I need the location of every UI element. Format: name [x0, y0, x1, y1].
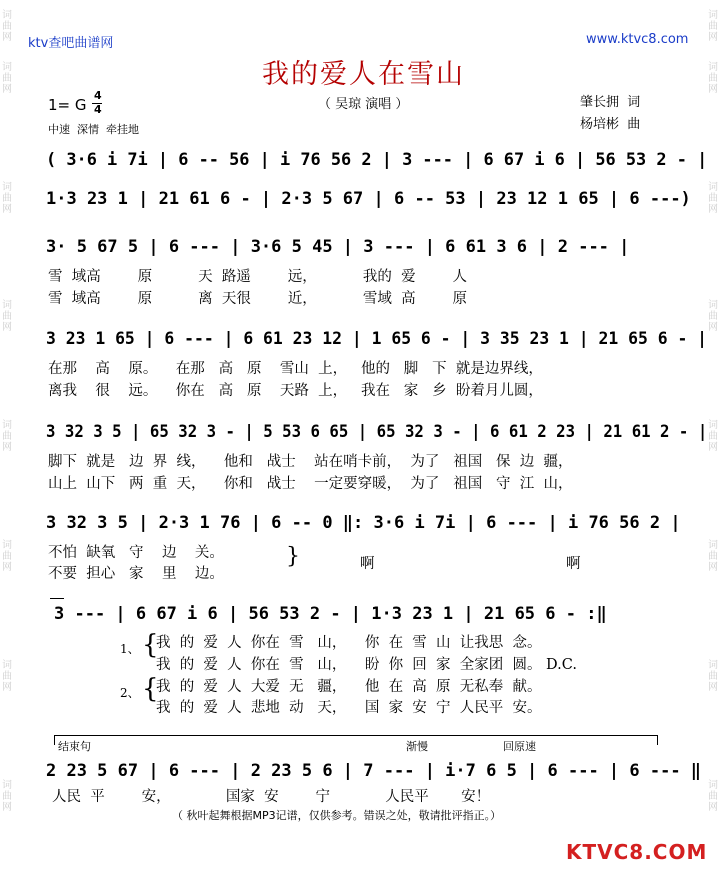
watermark-right-8: 词 曲 网 [708, 780, 718, 813]
lyrics-line-5-verse-b: 山上 山下 两 重 天， 你和 战士 一定要穿暖， 为了 祖国 守 江 山， [48, 476, 573, 492]
lyrics-line-7-1: 我 的 爱 人 你在 雪 山， 你 在 雪 山 让我思 念。 [156, 635, 542, 651]
score-line-1: ( 3·6 i 7i | 6 -- 56 | i 76 56 2 | 3 --- | 6 67 i 6 | 56 53 2 - | [46, 150, 708, 170]
watermark-right-6: 词 曲 网 [708, 540, 718, 573]
score-line-4: 3 23 1 65 | 6 --- | 6 61 23 12 | 1 65 6 - | 3 35 23 1 | 21 65 6 - | [46, 329, 708, 349]
watermark-right-3: 词 曲 网 [708, 182, 718, 215]
ah-lyric-2: 啊 [566, 556, 581, 572]
lyrics-line-5-verse-a: 脚下 就是 边 界 线， 他和 战士 站在哨卡前， 为了 祖国 保 边 疆， [48, 454, 573, 470]
original-tempo-label: 回原速 [503, 740, 536, 753]
score-line-8: 2 23 5 67 | 6 --- | 2 23 5 6 | 7 --- | i·7 6 5 | 6 --- | 6 --- ‖ [46, 761, 702, 781]
footer-note: （ 秋叶起舞根据MP3记谱，仅供参考。错误之处，敬请批评指正。） [172, 809, 502, 822]
watermark-left-7: 词 曲 网 [2, 660, 12, 693]
watermark-left-8: 词 曲 网 [2, 780, 12, 813]
site-url-link[interactable]: www.ktvc8.com [586, 32, 689, 47]
verse-2-mark: 2、 [120, 686, 140, 700]
lyrics-line-7-2: 我 的 爱 人 你在 雪 山， 盼 你 回 家 全家团 圆。 D.C. [156, 657, 577, 673]
watermark-right-1: 词 曲 网 [708, 10, 718, 43]
score-line-5: 3 32 3 5 | 65 32 3 - | 5 53 6 65 | 65 32 3 - | 6 61 2 23 | 21 61 2 - | [46, 422, 708, 442]
composer-credit: 杨培彬 曲 [580, 117, 641, 132]
lyrics-line-3-verse-a: 雪 域高 原 天 路遥 远， 我的 爱 人 [48, 269, 467, 285]
watermark-left-3: 词 曲 网 [2, 182, 12, 215]
lyrics-line-3-verse-b: 雪 域高 原 离 天很 近， 雪域 高 原 [48, 291, 467, 307]
watermark-right-7: 词 曲 网 [708, 660, 718, 693]
site-name-link[interactable]: ktv查吧曲谱网 [28, 36, 114, 51]
ah-lyric-1: 啊 [360, 556, 375, 572]
ending-bracket-right [657, 735, 658, 745]
score-line-7: 3 --- | 6 67 i 6 | 56 53 2 - | 1·3 23 1 | 21 65 6 - :‖ [54, 604, 607, 624]
ending-label: 结束句 [58, 740, 91, 753]
key-signature: 1= G [48, 96, 87, 114]
watermark-right-5: 词 曲 网 [708, 420, 718, 453]
score-line-6: 3 32 3 5 | 2·3 1 76 | 6 -- 0 ‖: 3·6 i 7i | 6 --- | i 76 56 2 | [46, 513, 681, 533]
performer: （ 吴琼 演唱 ） [318, 97, 409, 112]
line-7-tie-mark [50, 598, 64, 599]
lyrics-line-6-verse-a: 不怕 缺氧 守 边 关。 [48, 545, 224, 561]
lyrics-line-7-3: 我 的 爱 人 大爱 无 疆， 他 在 高 原 无私奉 献。 [156, 679, 542, 695]
tempo-marking: 中速 深情 牵挂地 [48, 123, 139, 136]
watermark-left-1: 词 曲 网 [2, 10, 12, 43]
watermark-left-2: 词 曲 网 [2, 62, 12, 95]
brace-verses: } [286, 544, 300, 569]
verse-1-mark: 1、 [120, 642, 140, 656]
ktvc8-logo: KTVC8.COM [566, 840, 708, 864]
lyrics-line-8: 人民 平 安， 国家 安 宁 人民平 安！ [52, 789, 491, 805]
brace-verse-1: { [142, 630, 159, 660]
ending-bracket-left [54, 735, 55, 745]
brace-verse-2: { [142, 674, 159, 704]
ending-bracket-top [54, 735, 658, 736]
watermark-left-6: 词 曲 网 [2, 540, 12, 573]
time-signature-numerator: 4 [94, 89, 102, 102]
lyrics-line-6-verse-b: 不要 担心 家 里 边。 [48, 566, 224, 582]
watermark-right-4: 词 曲 网 [708, 300, 718, 333]
watermark-left-4: 词 曲 网 [2, 300, 12, 333]
watermark-left-5: 词 曲 网 [2, 420, 12, 453]
lyrics-line-4-verse-a: 在那 高 原。 在那 高 原 雪山 上， 他的 脚 下 就是边界线， [48, 361, 543, 377]
song-title: 我的爱人在雪山 [262, 59, 465, 90]
slower-label: 渐慢 [406, 740, 428, 753]
lyricist-credit: 肇长拥 词 [580, 95, 641, 110]
watermark-right-2: 词 曲 网 [708, 62, 718, 95]
score-line-2: 1·3 23 1 | 21 61 6 - | 2·3 5 67 | 6 -- 53 | 23 12 1 65 | 6 ---) [46, 189, 691, 209]
score-line-3: 3· 5 67 5 | 6 --- | 3·6 5 45 | 3 --- | 6 61 3 6 | 2 --- | [46, 237, 630, 257]
lyrics-line-4-verse-b: 离我 很 远。 你在 高 原 天路 上， 我在 家 乡 盼着月儿圆， [48, 383, 543, 399]
time-signature-denominator: 4 [94, 103, 102, 116]
lyrics-line-7-4: 我 的 爱 人 悲地 动 天， 国 家 安 宁 人民平 安。 [156, 700, 542, 716]
